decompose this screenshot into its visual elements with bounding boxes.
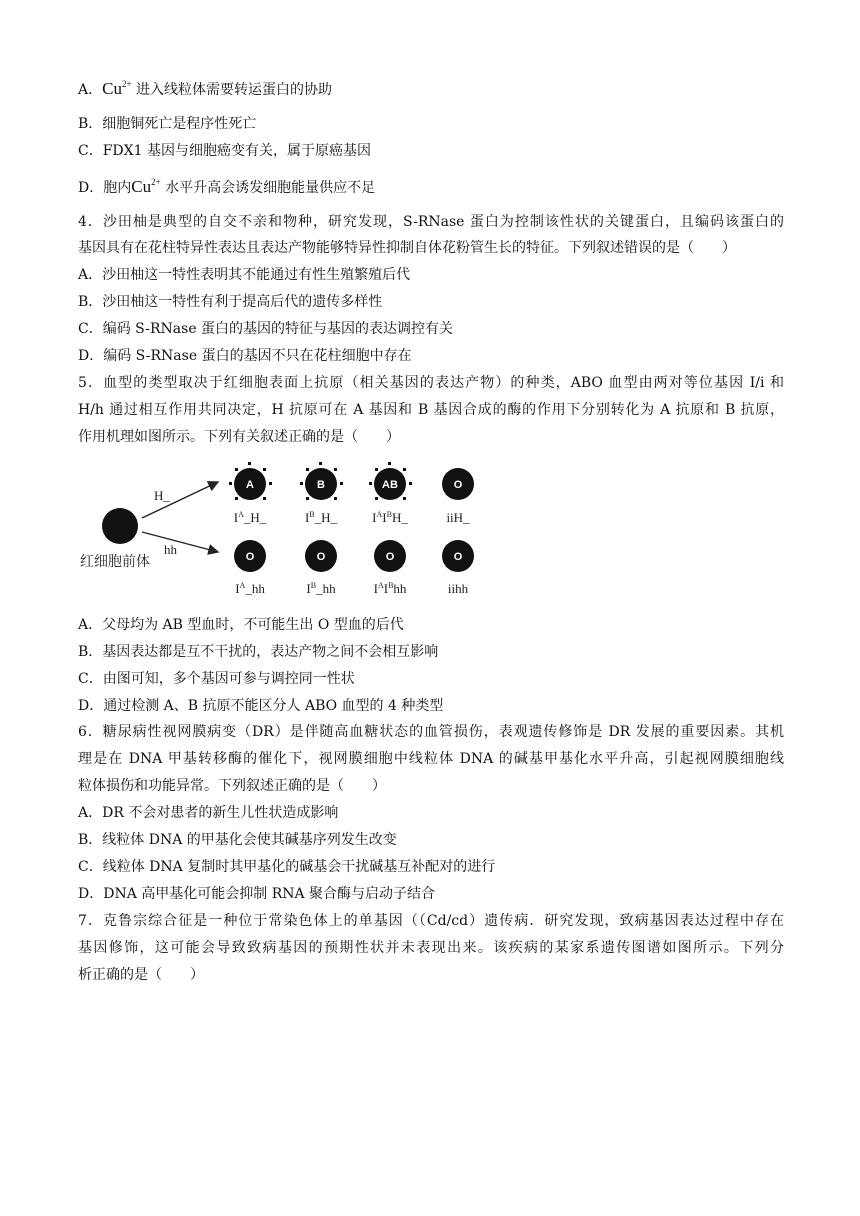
genotype-label: $I^AI^Bhh$ [373,581,407,596]
genotype-label: $I^B\_H\_$ [304,510,338,525]
genotype-label: $I^A\_hh$ [235,581,265,596]
q3-option-d [78,176,784,199]
arrow-hh [142,532,218,552]
cell-o-type [234,540,266,572]
q3-option-b: B．细胞铜死亡是程序性死亡 [78,116,257,132]
antigen-label: A [246,479,254,491]
q6-option-c: C．线粒体 DNA 复制时其甲基化的碱基会干扰碱基互补配对的进行 [78,859,496,875]
antigen-label: O [385,551,395,563]
q6-stem-line-3: 粒体损伤和功能异常。下列叙述正确的是（ ） [78,778,386,794]
cell-o-type [442,540,474,572]
cell-ab-type [369,462,412,500]
q6-option-d: D．DNA 高甲基化可能会抑制 RNA 聚合酶与启动子结合 [78,886,436,902]
antigen-label: AB [382,479,398,491]
q6-option-a: A．DR 不会对患者的新生儿性状造成影响 [78,805,339,821]
q3-option-d-text: 水平升高会诱发细胞能量供应不足 [160,180,376,196]
q6-stem-line-1: 6．糖尿病性视网膜病变（DR）是伴随高血糖状态的血管损伤，表观遗传修饰是 DR 发展的重要因素。其机 [78,724,784,740]
genotype-label: $I^B\_hh$ [306,581,336,596]
cell-b-type [300,462,343,500]
cell-a-type [229,462,272,500]
cu-symbol: Cu [131,177,152,196]
q4-stem-line-1: 4．沙田柚是典型的自交不亲和物种，研究发现，S-RNase 蛋白为控制该性状的关键蛋白，且编码该蛋白的 [78,214,784,230]
genotype-label: iiH_ [446,510,470,525]
q4-option-d: D．编码 S-RNase 蛋白的基因不只在花柱细胞中存在 [78,348,412,364]
q5-stem-line-2: H/h 通过相互作用共同决定，H 抗原可在 A 基因和 B 基因合成的酶的作用下分别转化为 A 抗原和 B 抗原， [78,402,784,418]
precursor-cell [102,508,138,544]
cu-ion [131,177,160,196]
genotype-label: iihh [447,581,469,596]
cell-o-type [374,540,406,572]
q3-option-a [78,78,784,101]
branch-label-h: H_ [154,488,170,503]
cu-symbol: Cu [102,79,122,98]
q3-option-d-prefix: D．胞内 [78,180,132,196]
q7-stem-line-1: 7．克鲁宗综合征是一种位于常染色体上的单基因（（Cd/cd）遗传病．研究发现，致病基因表达过程中存在 [78,913,784,929]
q5-option-d: D．通过检测 A、B 抗原不能区分人 ABO 血型的 4 种类型 [78,698,444,714]
cu-charge: 2+ [121,79,132,89]
q4-option-c: C．编码 S-RNase 蛋白的基因的特征与基因的表达调控有关 [78,321,454,337]
abo-diagram-svg [78,460,488,600]
genotype-label: $I^A\_H\_$ [233,510,267,525]
q4-option-b: B．沙田柚这一特性有利于提高后代的遗传多样性 [78,294,383,310]
q5-stem-line-3: 作用机理如图所示。下列有关叙述正确的是（ ） [78,429,400,445]
q4-option-a: A．沙田柚这一特性表明其不能通过有性生殖繁殖后代 [78,267,411,283]
antigen-label: O [245,551,255,563]
genotype-label: $I^AI^BH\_$ [372,510,408,525]
cell-o-type [305,540,337,572]
q3-option-a-prefix: A． [78,82,103,98]
cu-charge: 2+ [151,177,161,187]
precursor-label: 红细胞前体 [80,554,150,570]
q5-stem-line-1: 5．血型的类型取决于红细胞表面上抗原（相关基因的表达产物）的种类，ABO 血型由两对等位基因 I/i 和 [78,375,784,391]
branch-label-hh: hh [164,542,177,557]
cu-ion [102,79,131,98]
q6-option-b: B．线粒体 DNA 的甲基化会使其碱基序列发生改变 [78,832,397,848]
antigen-label: O [453,479,463,491]
q5-option-b: B．基因表达都是互不干扰的，表达产物之间不会相互影响 [78,644,439,660]
q7-stem-line-3: 析正确的是（ ） [78,967,204,983]
antigen-label: B [317,479,325,491]
q7-stem-line-2: 基因修饰，这可能会导致致病基因的预期性状并未表现出来。该疾病的某家系遗传图谱如图所示。下列分 [78,940,784,956]
antigen-label: O [453,551,463,563]
abo-blood-type-diagram [78,460,488,600]
q4-stem-line-2: 基因具有在花柱特异性表达且表达产物能够特异性抑制自体花粉管生长的特征。下列叙述错误的是（ ） [78,240,736,256]
q3-option-a-text: 进入线粒体需要转运蛋白的协助 [131,82,332,98]
q6-stem-line-2: 理是在 DNA 甲基转移酶的催化下，视网膜细胞中线粒体 DNA 的碱基甲基化水平升高，引起视网膜细胞线 [78,751,784,767]
q5-option-c: C．由图可知，多个基因可参与调控同一性状 [78,671,355,687]
antigen-label: O [316,551,326,563]
cell-o-type [442,468,474,500]
q5-option-a: A．父母均为 AB 型血时，不可能生出 O 型血的后代 [78,617,404,633]
q3-option-c: C．FDX1 基因与细胞癌变有关，属于原癌基因 [78,143,371,159]
